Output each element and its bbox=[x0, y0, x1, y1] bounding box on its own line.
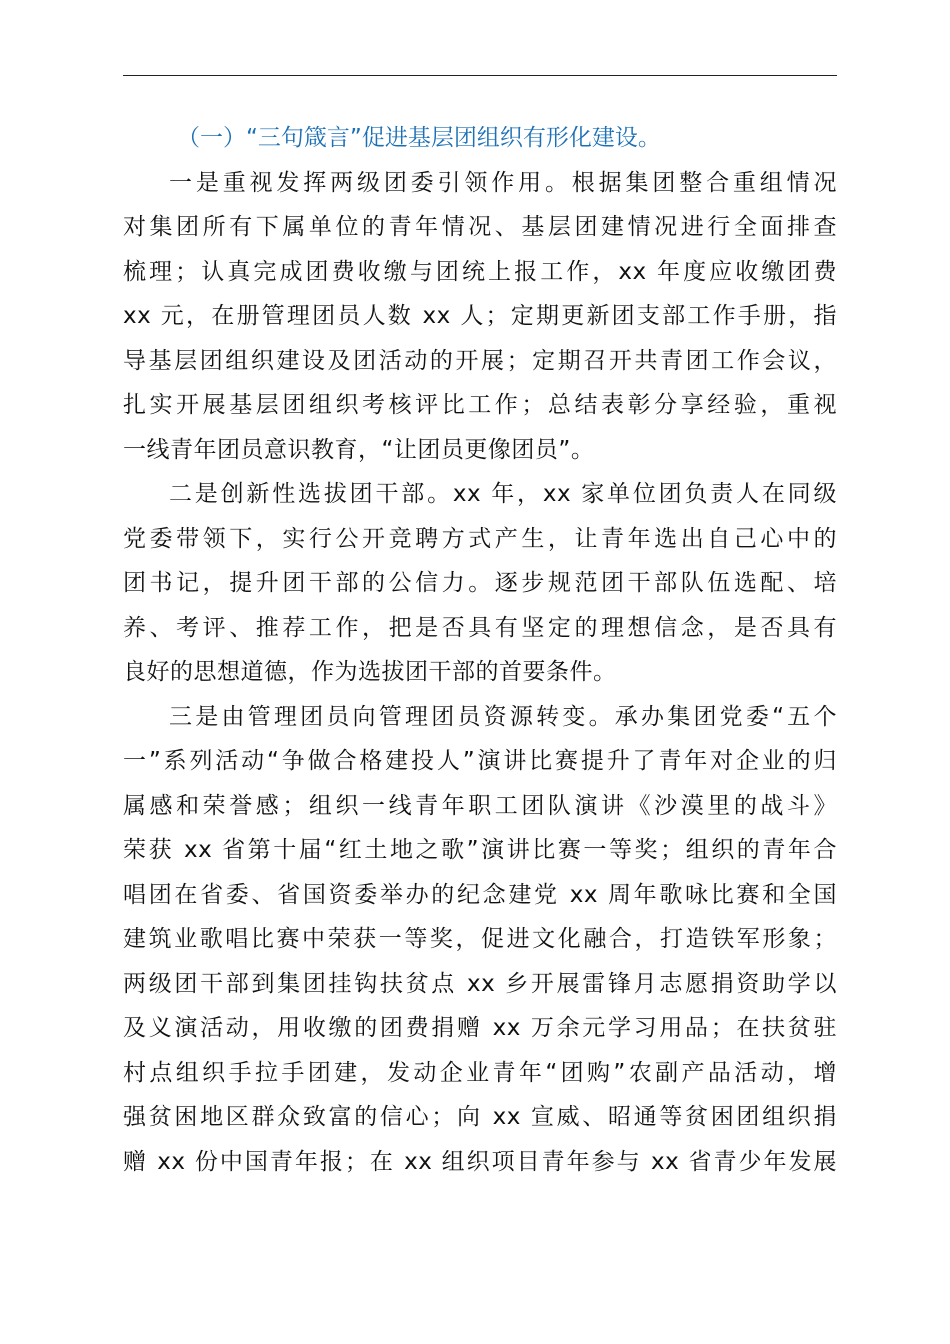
paragraph-line: 二是创新性选拔团干部。xx 年，xx 家单位团负责人在同级 bbox=[169, 481, 837, 507]
paragraph-line: 导基层团组织建设及团活动的开展；定期召开共青团工作会议， bbox=[123, 347, 837, 374]
document-body bbox=[123, 116, 837, 1184]
paragraph-line: 团书记，提升团干部的公信力。逐步规范团干部队伍选配、培 bbox=[123, 570, 837, 596]
paragraph-line: 两级团干部到集团挂钩扶贫点 xx 乡开展雷锋月志愿捐资助学以 bbox=[123, 970, 837, 997]
paragraph-line: 建筑业歌唱比赛中荣获一等奖，促进文化融合，打造铁军形象； bbox=[123, 926, 837, 952]
paragraph-line: 赠 xx 份中国青年报；在 xx 组织项目青年参与 xx 省青少年发展 bbox=[123, 1148, 837, 1175]
paragraph-line: 村点组织手拉手团建，发动企业青年“团购”农副产品活动，增 bbox=[123, 1059, 837, 1086]
paragraph-line: 良好的思想道德，作为选拔团干部的首要条件。 bbox=[123, 659, 617, 685]
paragraph-3 bbox=[123, 695, 837, 1185]
paragraph-line: 属感和荣誉感；组织一线青年职工团队演讲《沙漠里的战斗》 bbox=[123, 792, 837, 819]
paragraph-2 bbox=[123, 472, 837, 695]
paragraph-line: 三是由管理团员向管理团员资源转变。承办集团党委“五个 bbox=[169, 703, 837, 730]
paragraph-line: 强贫困地区群众致富的信心；向 xx 宣威、昭通等贫困团组织捐 bbox=[123, 1104, 837, 1130]
paragraph-line: 一是重视发挥两级团委引领作用。根据集团整合重组情况 bbox=[169, 169, 837, 196]
paragraph-line: 荣获 xx 省第十届“红土地之歌”演讲比赛一等奖；组织的青年合 bbox=[123, 837, 837, 863]
paragraph-line: 对集团所有下属单位的青年情况、基层团建情况进行全面排查 bbox=[123, 214, 837, 240]
paragraph-1 bbox=[123, 161, 837, 473]
paragraph-line: 及义演活动，用收缴的团费捐赠 xx 万余元学习用品；在扶贫驻 bbox=[123, 1015, 837, 1041]
paragraph-line: xx 元，在册管理团员人数 xx 人；定期更新团支部工作手册，指 bbox=[123, 303, 837, 329]
paragraph-line: 养、考评、推荐工作，把是否具有坚定的理想信念，是否具有 bbox=[123, 614, 837, 641]
header-rule bbox=[123, 75, 837, 76]
paragraph-line: 唱团在省委、省国资委举办的纪念建党 xx 周年歌咏比赛和全国 bbox=[123, 881, 837, 908]
paragraph-line: 扎实开展基层团组织考核评比工作；总结表彰分享经验，重视 bbox=[123, 392, 837, 418]
section-heading: （一）“三句箴言”促进基层团组织有形化建设。 bbox=[177, 125, 661, 151]
paragraph-line: 一”系列活动“争做合格建投人”演讲比赛提升了青年对企业的归 bbox=[123, 748, 837, 774]
paragraph-line: 梳理；认真完成团费收缴与团统上报工作，xx 年度应收缴团费 bbox=[123, 258, 837, 285]
paragraph-line: 党委带领下，实行公开竞聘方式产生，让青年选出自己心中的 bbox=[123, 525, 837, 552]
paragraph-line: 一线青年团员意识教育，“让团员更像团员”。 bbox=[123, 436, 595, 463]
